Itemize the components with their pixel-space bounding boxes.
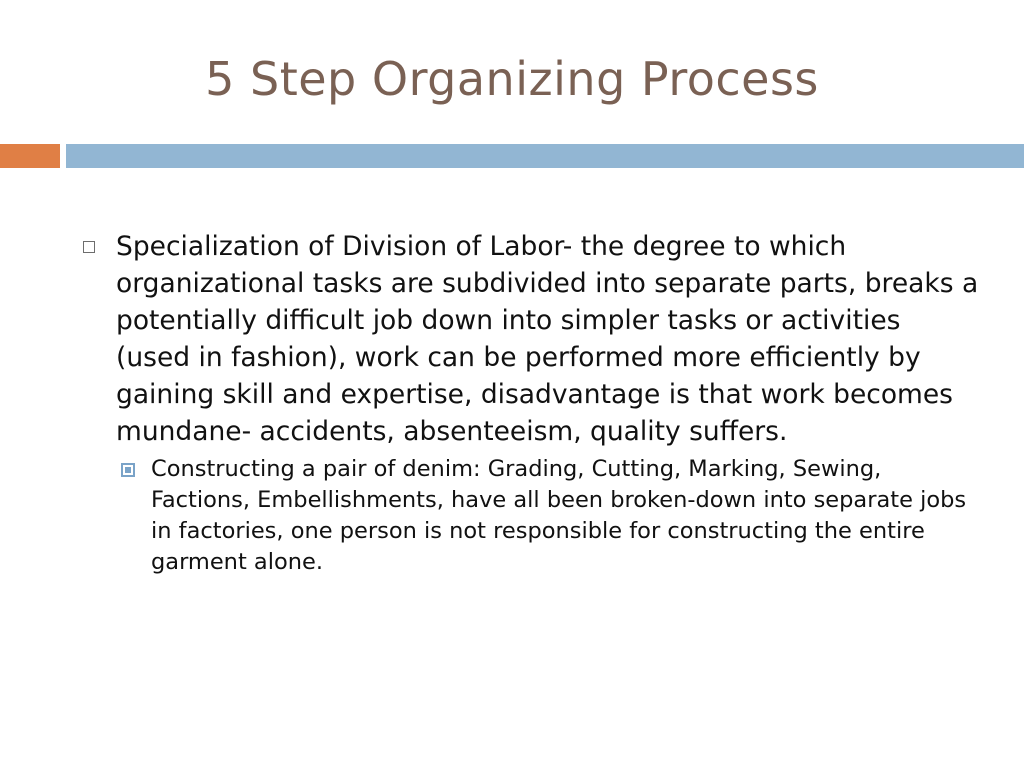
filled-square-bullet-icon xyxy=(121,463,135,477)
slide-body xyxy=(80,228,980,578)
accent-bar-orange xyxy=(0,144,60,168)
bullet-item xyxy=(80,228,980,450)
sub-bullet-text: Constructing a pair of denim: Grading, Cutting, Marking, Sewing, Factions, Embellishments, have all been broken-down into separate jobs in factories, one person is not responsible for constructing the entire garment alone. xyxy=(151,456,967,575)
hollow-square-bullet-icon xyxy=(83,241,95,253)
accent-bar-blue xyxy=(66,144,1024,168)
slide-title: 5 Step Organizing Process xyxy=(205,52,819,106)
sub-bullet-item xyxy=(116,454,980,578)
bullet-text: Specialization of Division of Labor- the degree to which organizational tasks are subdivided into separate parts, breaks a potentially difficult job down into simpler tasks or activities (used in fashion), work can be performed more efficiently by gaining skill and expertise, disadvantage is that work becomes mundane- accidents, absenteeism, quality suffers. xyxy=(116,231,979,447)
